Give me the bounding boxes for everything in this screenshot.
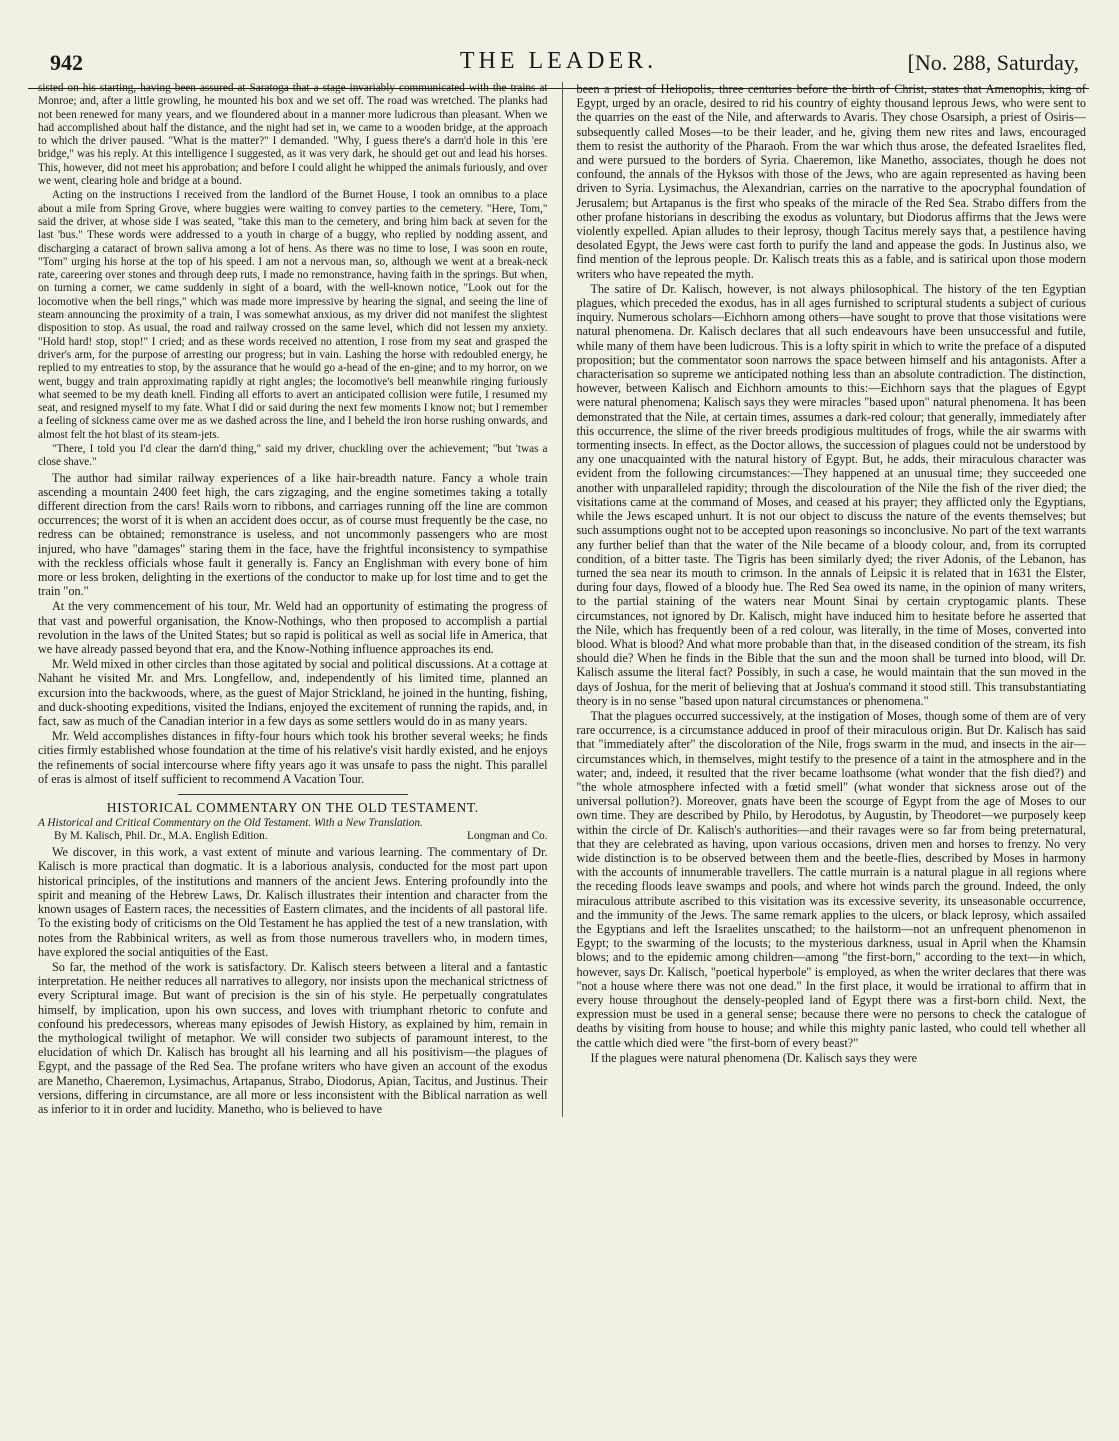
newspaper-title: THE LEADER. — [459, 48, 658, 74]
bibliographic-note — [38, 817, 548, 843]
page-number: 942 — [50, 50, 83, 75]
paragraph: So far, the method of the work is satisfactory. Dr. Kalisch steers between a literal and a fantastic interpretation. He neither reduces all narratives to allegory, nor insists upon the mechanical strictness of every Scriptural image. But want of precision is the sin of his style. He perpetually congratulates himself, by implication, upon his own success, and loves with triumphant rhetoric to confute and confound his predecessors, whereas many episodes of Jewish History, as explained by him, remain in the mythological twilight of metaphor. We will consider two subjects of paramount interest, to the elucidation of which Dr. Kalisch has brought all his learning and all his positivism—the plagues of Egypt, and the passage of the Red Sea. The profane writers who have given an account of the exodus are Manetho, Chaeremon, Lysimachus, Artapanus, Strabo, Diodorus, Apian, Tacitus, and Justinus. Their versions, differing in circumstance, are all more or less inconsistent with the Biblical narration as well as inferior to it in order and lucidity. Manetho, who is believed to have — [38, 959, 548, 1116]
issue-info: [No. 288, Saturday, — [907, 50, 1079, 75]
paragraph: "There, I told you I'd clear the darn'd thing," said my driver, chuckling over the achievement; "but 'twas a close shave." — [38, 443, 548, 469]
book-publisher: Longman and Co. — [467, 830, 548, 843]
right-column — [576, 82, 1086, 1117]
book-author: By M. Kalisch, Phil. Dr., M.A. English Edition. — [54, 830, 268, 843]
paragraph: Mr. Weld accomplishes distances in fifty-four hours which took his brother several weeks; he finds cities firmly established whose foundation at the time of his relative's visit hardly existed, and he enjoys the refinements of social intercourse where fifty years ago it was unsafe to pass the night. This parallel of eras is almost of itself sufficient to recommend A Vacation Tour. — [38, 729, 548, 786]
left-column — [38, 82, 548, 1117]
book-title: A Historical and Critical Commentary on the Old Testament. With a New Translation. — [38, 817, 423, 830]
paragraph: If the plagues were natural phenomena (Dr. Kalisch says they were — [590, 1050, 918, 1065]
paragraph: The author had similar railway experiences of a like hair-breadth nature. Fancy a whole train ascending a mountain 2400 feet high, the cars zigzaging, and the engine sometimes taking a totally different direction from the cars! Rails worn to ribbons, and carriages running off the line are common occurrences; the worst of it is when an accident does occur, as of course must frequently be the case, no redress can be obtained; remonstrance is useless, and not uncommonly passengers who are most injured, who have "damages" staring them in the face, have the frightful inconsistency to sympathise with the reckless officials whose fault it generally is. Fancy an Englishman with every bone of him more or less broken, delighting in the exertions of the conductor to make up for lost time and to get the train "on." — [38, 470, 548, 599]
paragraph: been a priest of Heliopolis, three centuries before the birth of Christ, states that Amenophis, king of Egypt, urged by an oracle, desired to rid his country of eighty thousand leprous Jews, who were sent to the quarries on the east of the Nile, and afterwards to Avaris. They chose Osarsiph, a priest of Osiris—subsequently called Moses—to be their leader, and he, giving them new rites and laws, encouraged them to resist the authority of the Pharaoh. From the war which thus arose, the defeated Israelites fled, and were pursued to the borders of Syria. Chaeremon, like Manetho, associates, though he does not confound, the annals of the Hyksos with those of the Jews, who are again represented as having been driven to Syria. Lysimachus, the Alexandrian, carries on the narrative to the apocryphal foundation of Jerusalem; but Artapanus is the first who speaks of the miracle of the Red Sea. Strabo differs from the other profane historians in describing the exodus as voluntary, but Diodorus affirms that the Jews were violently expelled. Apian alludes to their leprosy, though Tacitus merely says that, a pestilence having desolated Egypt, the Jews were cast forth to purify the land and appease the gods. In Justinus also, we find mention of the leprous people. Dr. Kalisch treats this as a fable, and is satirical upon those modern writers who have repeated the myth. — [576, 82, 1086, 281]
paragraph: sisted on his starting, having been assured at Saratoga that a stage invariably communicated with the trains at Monroe; and, after a little growling, he mounted his box and we set off. The road was wretched. The planks had not been renewed for many years, and we floundered about in a manner more ludicrous than pleasant. When we had accomplished about half the distance, and the night had set in, we came to a wooden bridge, at the approach to which the driver paused. "What is the matter?" I demanded. "Why, I guess there's a darn'd hole in this 'ere bridge," was his reply. At this intelligence I suggested, as it was very dark, he should get out and lead his horses. This, however, did not meet his approbation; and before I could alight he whipped the animals furiously, and over we went, clearing hole and bridge at a bound. — [38, 82, 548, 188]
paragraph: That the plagues occurred successively, at the instigation of Moses, though some of them are of very rare occurrence, is a circumstance adduced in proof of their miraculous origin. But Dr. Kalisch has said that "immediately after" the discoloration of the Nile, frogs swarm in the mud, and insects in the air—circumstances which, in themselves, might testify to the presence of a taint in the atmosphere and in the water; and, indeed, it resulted that the river became loathsome (what wonder that the fish died?) and "the whole atmosphere infected with a fœtid smell" (what wonder that sickness arose out of the universal pollution?). Moreover, gnats have been the scourge of Egypt from the age of Moses to our own time. They are described by Philo, by Herodotus, by Augustin, by Theodoret—we purposely keep within the circle of Dr. Kalisch's authorities—and their ravages were so far from being preternatural, that they are celebrated as having, upon various occasions, driven men and horses to frenzy. No very wide distinction is to be observed between them and the beetle-flies, described by Moses in harmony with the accounts of innumerable travellers. The cattle murrain is a natural plague in all regions where the receding floods leave swamps and pools, and where hot winds parch the ground. Indeed, the only miraculous attribute ascribed to this visitation was its excessive severity, its unseasonable occurrence, and the immunity of the Jews. The same remark applies to the ulcers, or black leprosy, which assailed the Egyptians and left the Israelites unscathed; to the hailstorm—not an unfrequent phenomenon in Egypt; to the swarming of the locusts; to the mysterious darkness, usual in April when the Khamsin blows; and to the epidemic among children—among "the first-born," according to the text—in which, however, says Dr. Kalisch, "poetical hyperbole" is employed, as when the writer declares that there was "not a house where there was not one dead." In the first place, it would be irrational to affirm that in every house throughout the densely-peopled land of Egypt there was a first-born child. Next, the expression must be used in a general sense; because there were no persons to check the catalogue of deaths by visiting from house to house; and while this mighty panic lasted, who could tell whether all the cattle which died were "the first-born of every beast?" — [576, 708, 1086, 1050]
author-row — [38, 830, 548, 843]
paragraph: At the very commencement of his tour, Mr. Weld had an opportunity of estimating the progress of that vast and powerful organisation, the Know-Nothings, who then proposed to accomplish a partial revolution in the laws of the United States; but so rapid is political as well as social life in America, that we have already passed beyond that era, and the Know-Nothing influence approaches its end. — [38, 599, 548, 657]
paragraph: The satire of Dr. Kalisch, however, is not always philosophical. The history of the ten Egyptian plagues, which preceded the exodus, has in all ages furnished to scriptural students a subject of curious inquiry. Numerous scholars—Eichhorn among others—have sought to prove that those visitations were natural phenomena. Dr. Kalisch declares that all such endeavours have been unsuccessful and futile, while many of them have been ludicrous. This is a lofty spirit in which to write the preface of a disputed proposition; but the commentator soon narrows the space between himself and his antagonists. After a characterisation so supreme we anticipated nothing less than an absolute contradiction. The distinction, however, between Kalisch and Eichhorn amounts to this:—Eichhorn says that the plagues of Egypt were natural phenomena; Kalisch says they were miracles "based upon" natural phenomena. It has been demonstrated that the Nile, at certain times, assumes a dark-red colour; that generally, immediately after this occurrence, the slime of the river breeds prodigious multitudes of frogs, while the air swarms with tormenting insects. In effect, as the Doctor allows, the succession of plagues could not be understood by any one unacquainted with the natural history of Egypt. But, he adds, their miraculous character was evident from the following circumstances:—They happened at an unusual time; they succeeded one another with unparalleled rapidity; through the discolouration of the Nile the fish of the river died; the visitations came at the command of Moses, and ceased at his prayer; they afflicted only the Egyptians, while the Jews escaped unhurt. It is not our object to discuss the nature of the events themselves; but such assumptions ought not to be accepted upon reasonings so inconclusive. No part of the text warrants any further belief than that the water of the Nile became of a bloody colour, and, from its corrupted condition, of a bitter taste. The Tigris has been similarly dyed; the river Adonis, of the Lebanon, has turned the sea near its mouth to crimson. In the annals of Leipsic it is related that in 1631 the Elster, during four days, flowed of a bloody hue. The Red Sea owed its name, in the opinion of many writers, to the partial staining of the waters near Mount Sinai by certain cryptogamic plants. These circumstances, not ignored by Dr. Kalisch, might have induced him to hesitate before he asserted that the Nile, which has frequently been of a red colour, was literally, in the time of Moses, converted into blood. What is blood? And what more probable than that, in the diseased condition of the stream, its fish should die? When he finds in the Bible that the sun and the moon shall be turned into blood, will Dr. Kalisch assume the literal fact? Possibly, in such a case, he would maintain that the sun moved in the days of Joshua, for the merit of believing that at Joshua's command it stood still. This transubstantiating theory is in no sense "based upon natural circumstances or phenomena." — [576, 281, 1086, 708]
divider — [178, 794, 408, 795]
paragraph: Acting on the instructions I received from the landlord of the Burnet House, I took an omnibus to a place about a mile from Spring Grove, where buggies were waiting to convey parties to the cemetery. "Here, Tom," said the driver, at whose side I was seated, "take this man to the cemetery, and bring him back at seven for the last 'bus." These words were addressed to a youth in charge of a buggy, who replied by nodding assent, and discharging a cataract of brown saliva among a lot of hens. As there was no time to lose, I was soon en route, "Tom" urging his horse at the top of his speed. I am not a nervous man, so, although we went at a break-neck rate, careering over stones and through deep ruts, I made no remonstrance, having faith in the springs. But when, on turning a corner, we came suddenly in sight of a board, with the well-known notice, "Look out for the locomotive when the bell rings," which was made more impressive by hearing the signal, and seeing the line of steam announcing the proximity of a train, I was somewhat anxious, as my driver did not manifest the slightest disposition to stop. As usual, the road and railway crossed on the same level, which did not lessen my anxiety. "Hold hard! stop, stop!" I cried; and as these words received no attention, I rose from my seat and grasped the driver's arm, for the purpose of arresting our progress; but in vain. Lashing the horse with redoubled energy, he replied to my entreaties to stop, by the assurance that he would go a-head of the en-gine; and to my horror, on we went, buggy and train approximating rapidly at right angles; the locomotive's bell meanwhile ringing furiously what seemed to be my death knell. Finding all efforts to avert an anticipated collision were futile, I resumed my seat, and resigned myself to my fate. What I did or said during the next few moments I know not; but I remember a feeling of sickness came over me as we dashed across the line, and I beheld the iron horse rushing onwards, and almost felt the hot blast of its steam-jets. — [38, 189, 548, 441]
column-rule — [562, 82, 563, 1117]
text-columns — [38, 82, 1086, 1117]
paragraph: Mr. Weld mixed in other circles than those agitated by social and political discussions. At a cottage at Nahant he visited Mr. and Mrs. Longfellow, and, independently of his limited time, planned an excursion into the backwoods, where, as the guest of Major Strickland, he joined in the hunting, fishing, and duck-shooting expeditions, visited the Indians, enjoyed the excitement of running the rapids, and, in fact, saw as much of the Canadian interior in a few days as some settlers would do in as many years. — [38, 657, 548, 729]
article-heading: HISTORICAL COMMENTARY ON THE OLD TESTAMENT. — [106, 800, 479, 816]
paragraph: We discover, in this work, a vast extent of minute and various learning. The commentary of Dr. Kalisch is more practical than dogmatic. It is a laborious analysis, conducted for the most part upon historical principles, of the institutions and manners of the ancient Jews. Entering profoundly into the spirit and meaning of the Hebrew Laws, Dr. Kalisch illustrates their intention and character from the known usages of Eastern races, the necessities of Eastern climates, and the incidents of all pastoral life. To the existing body of criticisms on the Old Testament he has applied the test of a new translation, with notes from the Rabbinical writers, as well as from those numerous travellers who, in modern times, have explored the social antiquities of the East. — [38, 845, 548, 959]
